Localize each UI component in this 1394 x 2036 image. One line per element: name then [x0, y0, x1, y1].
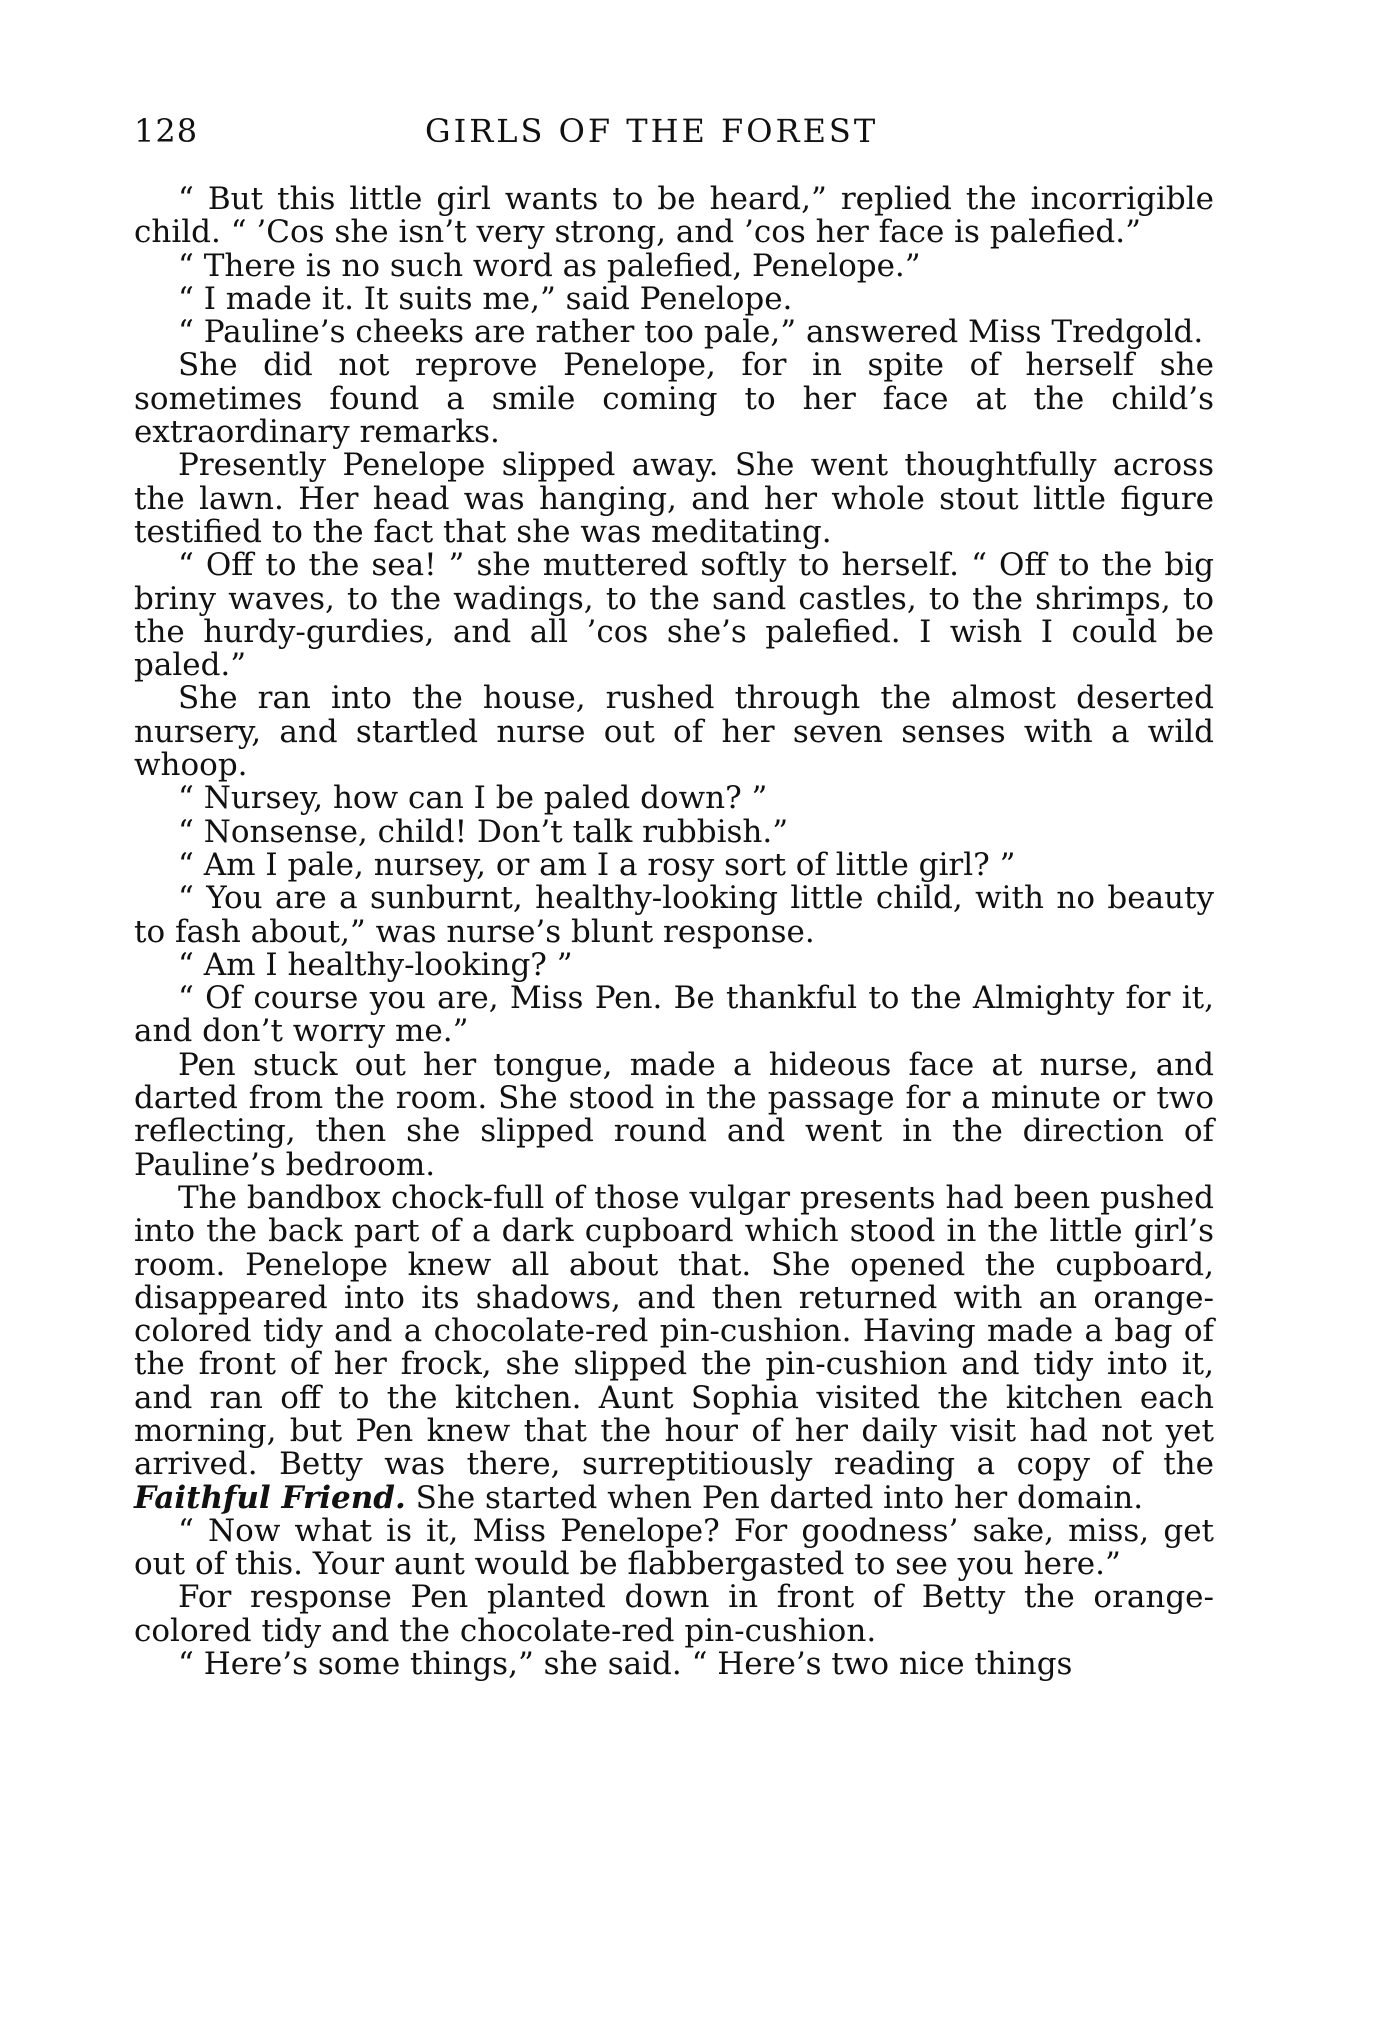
- paragraph: “ Here’s some things,” she said. “ Here’s two nice things: [178, 1646, 1073, 1683]
- paragraph: “ Am I pale, nursey, or am I a rosy sort of little girl? ”: [178, 846, 1016, 883]
- italic-book-title: Faithful Friend.: [134, 1479, 406, 1516]
- page-header: [130, 112, 1230, 162]
- paragraph: “ Of course you are, Miss Pen. Be thankful to the Almighty for it, and don’t worry me.”: [134, 980, 1214, 1050]
- paragraph: “ Nonsense, child! Don’t talk rubbish.”: [178, 813, 789, 850]
- paragraph: For response Pen planted down in front of Betty the orange-colored tidy and the chocolate-red pin-cushion.: [134, 1579, 1214, 1649]
- paragraph: “ Now what is it, Miss Penelope? For goodness’ sake, miss, get out of this. Your aunt would be flabbergasted to see you here.”: [134, 1512, 1214, 1583]
- paragraph: “ You are a sunburnt, healthy-looking little child, with no beauty to fash about,” was nurse’s blunt response.: [134, 880, 1214, 950]
- paragraph: “ Pauline’s cheeks are rather too pale,” answered Miss Tredgold.: [178, 314, 1204, 351]
- paragraph: “ Am I healthy-looking? ”: [178, 946, 573, 983]
- running-title: GIRLS OF THE FOREST: [425, 112, 879, 150]
- paragraph-text: The bandbox chock-full of those vulgar presents had been pushed into the back part of a dark cupboard which stood in the little girl’s room. Penelope knew all about that. She opened the cupboard, disappeared into its shadows, and then returned with an orange-colored tidy and a chocolate-red pin-cushion. Having made a bag of the front of her frock, she slipped the pin-cushion and tidy into it, and ran off to the kitchen. Aunt Sophia visited the kitchen each morning, but Pen knew that the hour of her daily visit had not yet arrived. Betty was there, surreptitiously reading a copy of the: [134, 1179, 1214, 1483]
- page-number: 128: [134, 112, 199, 150]
- paragraph: “ There is no such word as palefied, Penelope.”: [178, 247, 921, 284]
- paragraph: “ But this little girl wants to be heard,” replied the incorrigible child. “ ’Cos she isn’t very strong, and ’cos her face is palefied.”: [134, 181, 1214, 251]
- paragraph: Presently Penelope slipped away. She went thoughtfully across the lawn. Her head was hanging, and her whole stout little figure testified to the fact that she was meditating.: [134, 447, 1214, 550]
- paragraph: “ I made it. It suits me,” said Penelope.: [178, 280, 793, 317]
- paragraph-text: She started when Pen darted into her domain.: [415, 1479, 1144, 1516]
- paragraph: She did not reprove Penelope, for in spite of herself she sometimes found a smile coming to her face at the child’s extraordinary remarks.: [134, 347, 1214, 451]
- body-text: [134, 183, 1214, 1681]
- paragraph: “ Nursey, how can I be paled down? ”: [178, 780, 768, 817]
- paragraph: “ Off to the sea! ” she muttered softly to herself. “ Off to the big briny waves, to the wadings, to the sand castles, to the shrimps, to the hurdy-gurdies, and all ’cos she’s palefied. I wish I could be paled.”: [134, 547, 1214, 684]
- paragraph: [134, 1179, 1214, 1516]
- paragraph: Pen stuck out her tongue, made a hideous face at nurse, and darted from the room. She stood in the passage for a minute or two reflecting, then she slipped round and went in the direction of Pauline’s bedroom.: [134, 1046, 1214, 1183]
- paragraph: She ran into the house, rushed through the almost deserted nursery, and startled nurse out of her seven senses with a wild whoop.: [134, 680, 1214, 784]
